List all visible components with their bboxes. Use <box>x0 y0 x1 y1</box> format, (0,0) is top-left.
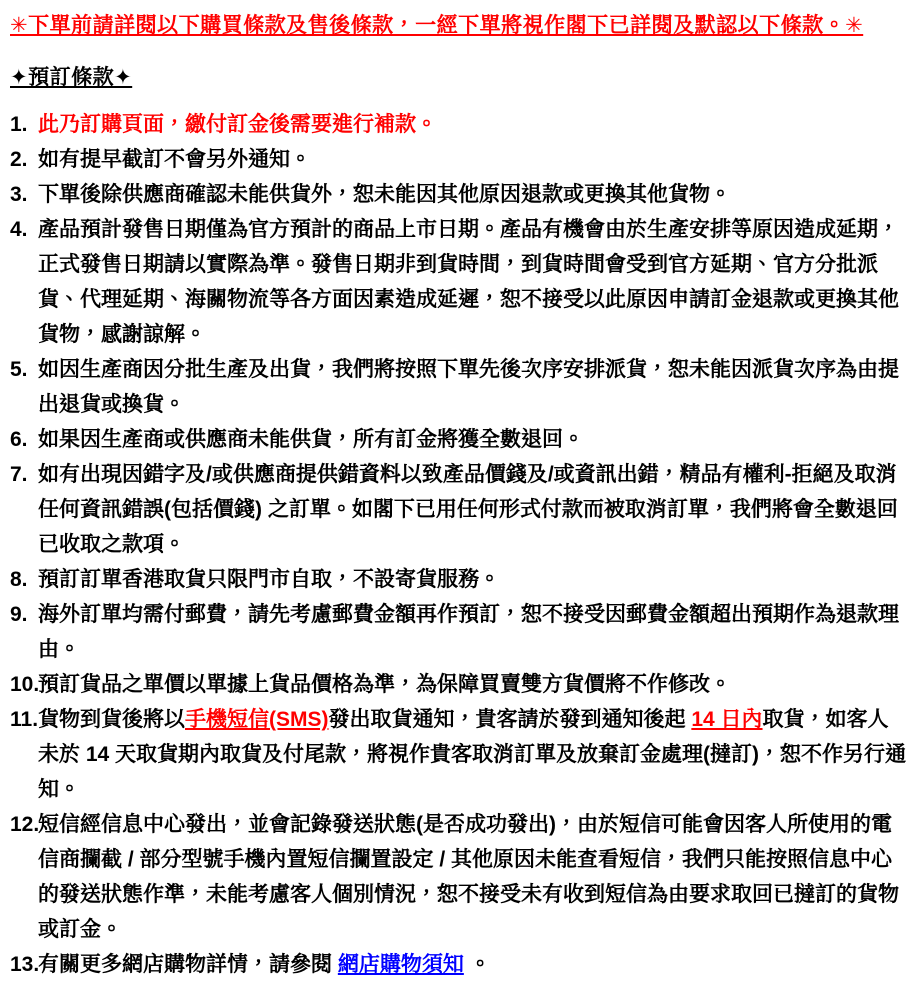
term-item-number: 7. <box>10 463 28 486</box>
term-text-segment: 貨物到貨後將以 <box>38 708 185 731</box>
term-item-12 <box>10 807 907 947</box>
term-item-text <box>38 568 500 591</box>
term-item-number: 5. <box>10 358 28 381</box>
term-item-number: 4. <box>10 218 28 241</box>
preorder-terms-list <box>10 107 907 982</box>
term-text-segment: 手機短信(SMS) <box>185 708 329 731</box>
term-item-8 <box>10 562 907 597</box>
term-item-10 <box>10 667 907 702</box>
term-text-segment: 如因生產商因分批生產及出貨，我們將按照下單先後次序安排派貨，恕未能因派貨次序為由提出退貨或換貨。 <box>38 358 899 416</box>
term-item-text <box>38 603 899 661</box>
term-text-segment: 發出取貨通知，貴客請於發到通知後起 <box>328 708 692 731</box>
term-item-13 <box>10 947 907 982</box>
term-item-text <box>38 218 899 346</box>
term-item-2 <box>10 142 907 177</box>
term-item-7 <box>10 457 907 562</box>
term-item-number: 13. <box>10 953 40 976</box>
term-item-text <box>38 953 491 976</box>
term-item-text <box>38 358 899 416</box>
term-item-number: 12. <box>10 813 40 836</box>
term-item-text <box>38 813 899 941</box>
term-text-segment: 短信經信息中心發出，並會記錄發送狀態(是否成功發出)，由於短信可能會因客人所使用的電信商攔截 / 部分型號手機內置短信攔置設定 / 其他原因未能查看短信，我們只能按照信息中心的發送狀態作準，未能考慮客人個別情況，恕不接受未有收到短信為由要求取回已撻訂的貨物或訂金。 <box>38 813 899 941</box>
term-item-number: 8. <box>10 568 28 591</box>
term-item-number: 10. <box>10 673 40 696</box>
term-item-6 <box>10 422 907 457</box>
term-item-4 <box>10 212 907 352</box>
term-item-9 <box>10 597 907 667</box>
term-item-text <box>38 673 731 696</box>
term-text-segment: 有關更多網店購物詳情，請參閱 <box>38 953 338 976</box>
term-item-number: 3. <box>10 183 28 206</box>
term-item-text <box>38 183 731 206</box>
term-item-text <box>38 463 898 556</box>
term-item-text <box>38 148 311 171</box>
term-item-3 <box>10 177 907 212</box>
purchase-notice-banner: ✳下單前請詳閱以下購買條款及售後條款，一經下單將視作閣下已詳閱及默認以下條款。✳ <box>10 14 864 37</box>
term-item-text <box>38 428 584 451</box>
term-text-segment: 海外訂單均需付郵費，請先考慮郵費金額再作預訂，恕不接受因郵費金額超出預期作為退款理由。 <box>38 603 899 661</box>
term-text-segment: 預訂訂單香港取貨只限門市自取，不設寄貨服務。 <box>38 568 500 591</box>
term-item-number: 9. <box>10 603 28 626</box>
term-text-segment: 取貨，如客人未於 14 天取貨期內取貨及付尾款，將視作貴客取消訂單及放棄訂金處理(撻訂)，恕不作另行通知。 <box>38 708 907 801</box>
term-item-11 <box>10 702 907 807</box>
store-shopping-guide-link[interactable]: 網店購物須知 <box>337 953 464 976</box>
term-item-number: 6. <box>10 428 28 451</box>
term-text-segment: 下單後除供應商確認未能供貨外，恕未能因其他原因退款或更換其他貨物。 <box>38 183 731 206</box>
term-text-segment: 此乃訂購頁面，繳付訂金後需要進行補款。 <box>38 113 437 136</box>
term-item-1 <box>10 107 907 142</box>
term-text-segment: 如果因生產商或供應商未能供貨，所有訂金將獲全數退回。 <box>38 428 584 451</box>
term-text-segment: 。 <box>463 953 491 976</box>
term-text-segment: 如有出現因錯字及/或供應商提供錯資料以致產品價錢及/或資訊出錯，精品有權利-拒絕及取消任何資訊錯誤(包括價錢) 之訂單。如閣下已用任何形式付款而被取消訂單，我們將會全數退回已收取之款項。 <box>38 463 898 556</box>
term-item-text <box>38 708 906 801</box>
term-text-segment: 14 日內 <box>691 708 763 731</box>
section-title-preorder-terms: ✦預訂條款✦ <box>10 66 133 89</box>
term-item-5 <box>10 352 907 422</box>
term-item-text <box>38 113 437 136</box>
term-text-segment: 預訂貨品之單價以單據上貨品價格為準，為保障買賣雙方貨價將不作修改。 <box>38 673 731 696</box>
term-text-segment: 如有提早截訂不會另外通知。 <box>38 148 311 171</box>
term-item-number: 11. <box>10 708 39 731</box>
term-item-number: 1. <box>10 113 28 136</box>
term-text-segment: 產品預計發售日期僅為官方預計的商品上市日期。產品有機會由於生產安排等原因造成延期，正式發售日期請以實際為準。發售日期非到貨時間，到貨時間會受到官方延期、官方分批派貨、代理延期、海關物流等各方面因素造成延遲，恕不接受以此原因申請訂金退款或更換其他貨物，感謝諒解。 <box>38 218 899 346</box>
term-item-number: 2. <box>10 148 28 171</box>
